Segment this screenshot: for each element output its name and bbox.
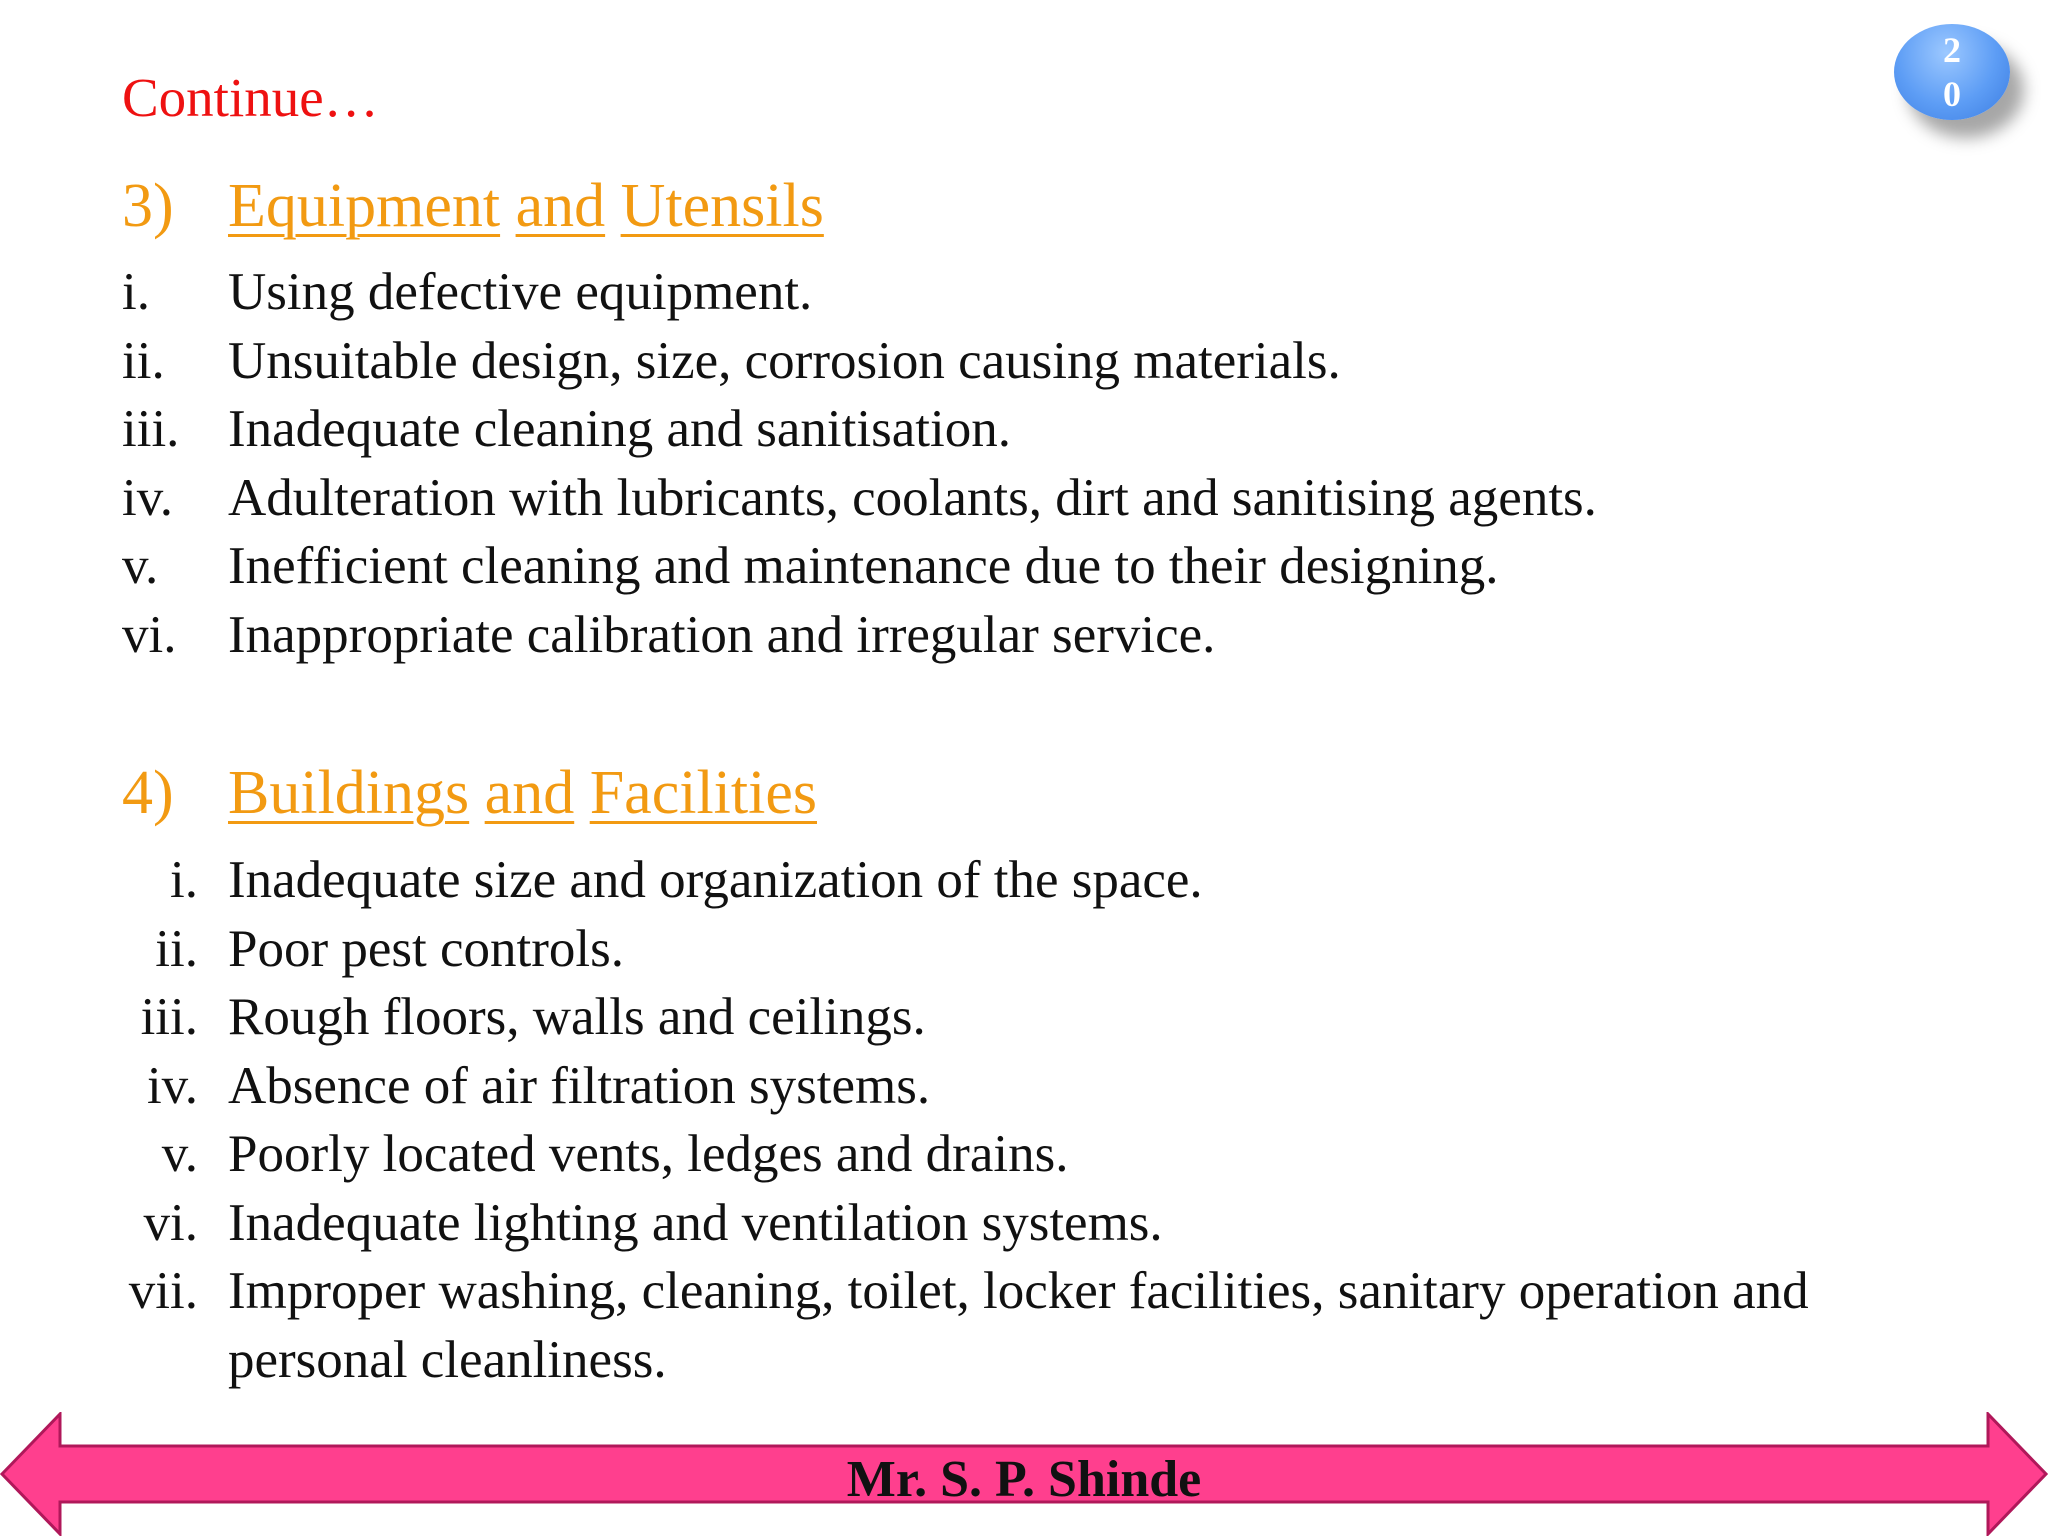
list-item-text: Inefficient cleaning and maintenance due to their designing. — [228, 537, 1499, 595]
list-marker: iv. — [122, 468, 174, 527]
list-item — [122, 846, 1809, 915]
list-item — [122, 532, 1597, 601]
list-marker: iii. — [122, 400, 180, 458]
list-item-text: Rough floors, walls and ceilings. — [228, 988, 926, 1046]
list-item — [122, 327, 1597, 396]
footer-banner — [0, 1412, 2048, 1536]
list-item-text: Inappropriate calibration and irregular service. — [228, 605, 1216, 664]
list-item — [122, 1120, 1809, 1189]
section-3-list — [122, 258, 1597, 669]
section-3-title-word-3: Utensils — [620, 172, 824, 240]
list-marker: v. — [161, 1125, 198, 1183]
list-marker: ii. — [122, 331, 165, 390]
section-3-title-word-2: and — [515, 172, 606, 240]
list-item-text: Adulteration with lubricants, coolants, dirt and sanitising agents. — [228, 468, 1597, 527]
list-item — [122, 1052, 1809, 1121]
list-marker: vii. — [128, 1262, 198, 1320]
section-4-title-word-1: Buildings — [228, 759, 470, 827]
list-item — [122, 1189, 1809, 1258]
list-item-text: Inadequate size and organization of the space. — [228, 851, 1203, 909]
list-item-text: Unsuitable design, size, corrosion causing materials. — [228, 331, 1341, 390]
section-4-heading — [122, 755, 817, 831]
list-marker: iii. — [140, 988, 198, 1046]
section-4-number: 4) — [122, 759, 174, 827]
section-4-title-word-2: and — [484, 759, 575, 827]
list-item-text: Inadequate lighting and ventilation systems. — [228, 1193, 1163, 1252]
list-item-text: Using defective equipment. — [228, 263, 813, 321]
list-item — [122, 915, 1809, 984]
list-item-text: Inadequate cleaning and sanitisation. — [228, 400, 1011, 458]
list-marker: iv. — [146, 1056, 198, 1115]
page-number-digit-1: 2 — [1943, 30, 1961, 70]
list-item — [122, 983, 1809, 1052]
list-marker: vi. — [122, 605, 177, 664]
list-marker: i. — [122, 263, 150, 321]
list-marker: v. — [122, 537, 159, 595]
list-marker: ii. — [155, 919, 198, 978]
list-marker: vi. — [143, 1193, 198, 1252]
list-item — [122, 258, 1597, 327]
list-item-text: Poorly located vents, ledges and drains. — [228, 1125, 1069, 1183]
section-4-title-word-3: Facilities — [589, 759, 817, 827]
list-item-text: Absence of air filtration systems. — [228, 1056, 931, 1115]
list-item-text: Improper washing, cleaning, toilet, locker facilities, sanitary operation and — [228, 1262, 1809, 1320]
continue-label: Continue… — [122, 67, 379, 128]
list-item — [122, 395, 1597, 464]
section-3-title-word-1: Equipment — [228, 172, 501, 240]
section-4-list — [122, 846, 1809, 1394]
list-item-text: Poor pest controls. — [228, 919, 624, 978]
section-3-number: 3) — [122, 172, 174, 240]
list-item — [122, 1257, 1809, 1394]
list-item — [122, 464, 1597, 533]
page-number-digit-2: 0 — [1943, 74, 1961, 114]
list-marker: i. — [170, 851, 198, 909]
list-item-text-continued: personal cleanliness. — [228, 1330, 667, 1389]
author-name: Mr. S. P. Shinde — [846, 1451, 1202, 1508]
list-item — [122, 601, 1597, 670]
section-3-heading — [122, 168, 824, 244]
page-number-badge — [1894, 24, 2010, 120]
